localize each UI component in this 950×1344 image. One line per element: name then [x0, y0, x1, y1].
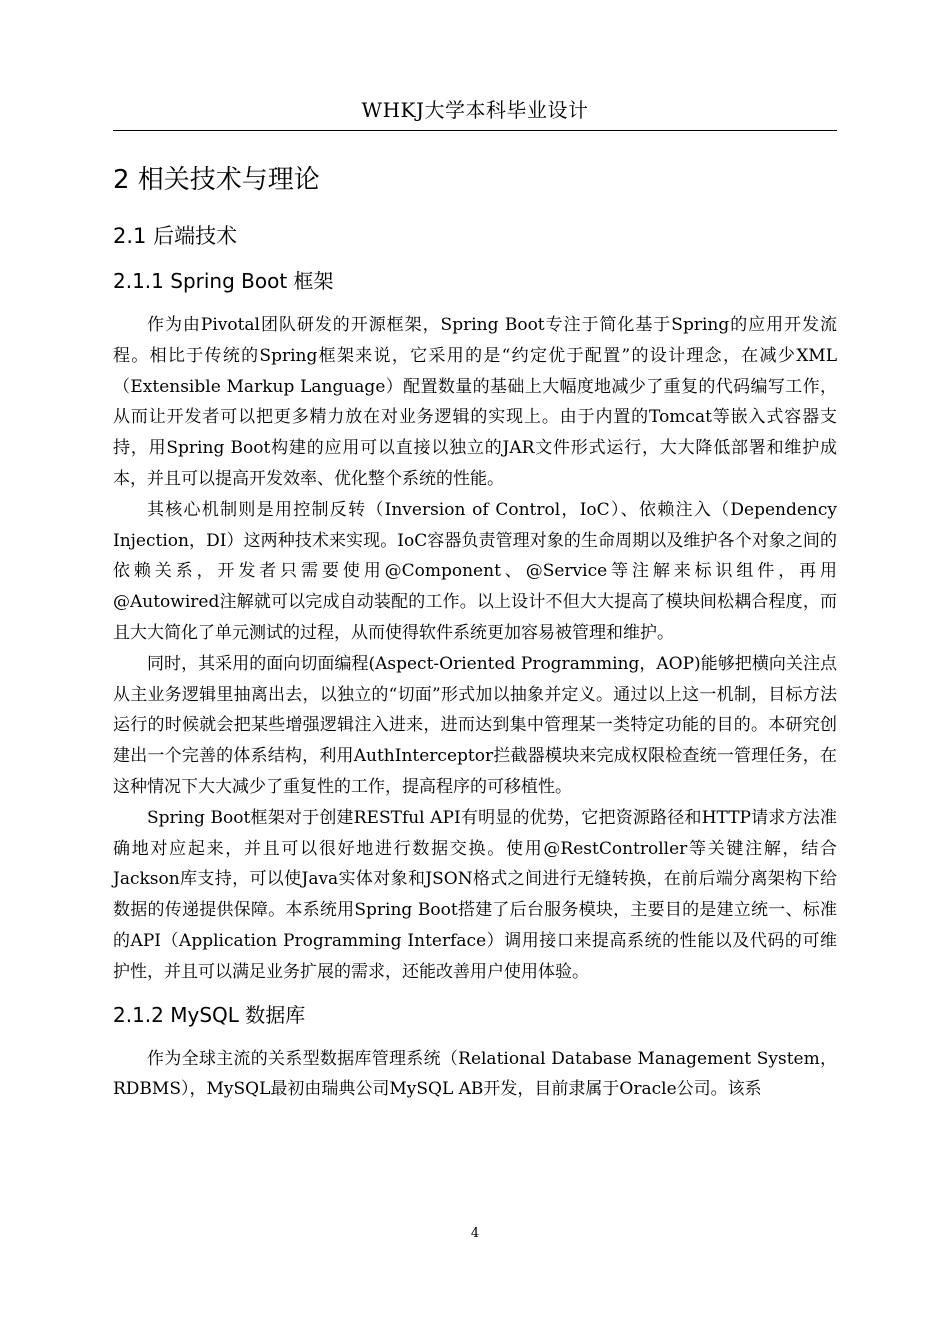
header-rule: [113, 130, 837, 131]
running-header: WHKJ大学本科毕业设计: [361, 98, 589, 122]
paragraph: 作为由Pivotal团队研发的开源框架，Spring Boot专注于简化基于Spring的应用开发流程。相比于传统的Spring框架来说，它采用的是“约定优于配置”的设计理念，在减少XML（Extensible Markup Language）配置数量的基础上大幅度地减少了重复的代码编写工作，从而让开发者可以把更多精力放在对业务逻辑的实现上。由于内置的Tomcat等嵌入式容器支持，用Spring Boot构建的应用可以直接以独立的JAR文件形式运行，大大降低部署和维护成本，并且可以提高开发效率、优化整个系统的性能。: [113, 315, 837, 489]
paragraph: 其核心机制则是用控制反转（Inversion of Control，IoC）、依赖注入（Dependency Injection，DI）这两种技术来实现。IoC容器负责管理对象的生命周期以及维护各个对象之间的依赖关系，开发者只需要使用@Component、@Service等注解来标识组件，再用@Autowired注解就可以完成自动装配的工作。以上设计不但大大提高了模块间松耦合程度，而且大大简化了单元测试的过程，从而使得软件系统更加容易被管理和维护。: [113, 499, 837, 643]
page-number: 4: [470, 1226, 480, 1241]
subsection-title-2-1-2: 2.1.2 MySQL 数据库: [113, 1002, 306, 1027]
paragraph: 同时，其采用的面向切面编程(Aspect-Oriented Programming，AOP)能够把横向关注点从主业务逻辑里抽离出去，以独立的“切面”形式加以抽象并定义。通过以上这一机制，目标方法运行的时候就会把某些增强逻辑注入进来，进而达到集中管理某一类特定功能的目的。本研究创建出一个完善的体系结构，利用AuthInterceptor拦截器模块来完成权限检查统一管理任务，在这种情况下大大减少了重复性的工作，提高程序的可移植性。: [113, 653, 837, 797]
page-content: [113, 158, 837, 1105]
chapter-title: 2 相关技术与理论: [113, 165, 320, 195]
paragraph: 作为全球主流的关系型数据库管理系统（Relational Database Management System，RDBMS），MySQL最初由瑞典公司MySQL AB开发，目前隶属于Oracle公司。该系: [113, 1048, 837, 1100]
paragraph: Spring Boot框架对于创建RESTful API有明显的优势，它把资源路径和HTTP请求方法准确地对应起来，并且可以很好地进行数据交换。使用@RestController等关键注解，结合Jackson库支持，可以使Java实体对象和JSON格式之间进行无缝转换，在前后端分离架构下给数据的传递提供保障。本系统用Spring Boot搭建了后台服务模块，主要目的是建立统一、标准的API（Application Programming Interface）调用接口来提高系统的性能以及代码的可维护性，并且可以满足业务扩展的需求，还能改善用户使用体验。: [113, 807, 837, 982]
subsection-title-2-1-1: 2.1.1 Spring Boot 框架: [113, 269, 334, 293]
section-title-2-1: 2.1 后端技术: [113, 224, 238, 248]
